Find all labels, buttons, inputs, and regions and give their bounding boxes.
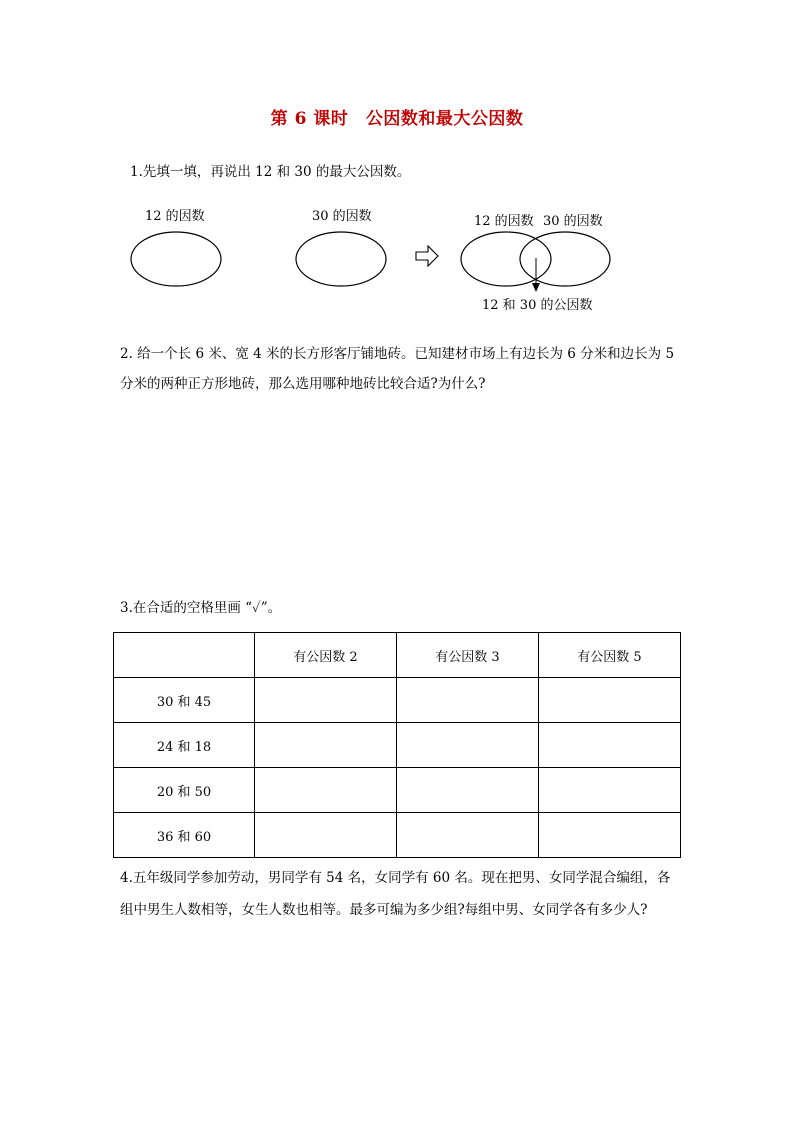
label-factors-of-12: 12 的因数 xyxy=(145,209,205,224)
table-row xyxy=(114,813,681,858)
venn-ellipse-30 xyxy=(520,232,610,286)
venn-label-30: 30 的因数 xyxy=(543,214,603,229)
ellipse-factors-12 xyxy=(131,232,221,286)
answer-cell[interactable] xyxy=(539,678,681,723)
header-cell-factor-5: 有公因数 5 xyxy=(539,633,681,678)
question-2-line-1: 2. 给一个长 6 米、宽 4 米的长方形客厅铺地砖。已知建材市场上有边长为 6 分米和边长为 5 xyxy=(120,346,675,362)
label-factors-of-30: 30 的因数 xyxy=(312,209,372,224)
row-label: 36 和 60 xyxy=(114,813,255,858)
header-cell-factor-2: 有公因数 2 xyxy=(255,633,397,678)
question-2-line-2: 分米的两种正方形地砖，那么选用哪种地砖比较合适?为什么? xyxy=(120,376,486,392)
answer-cell[interactable] xyxy=(255,678,397,723)
pointer-arrowhead xyxy=(532,283,540,292)
answer-cell[interactable] xyxy=(255,723,397,768)
row-label: 20 和 50 xyxy=(114,768,255,813)
answer-cell[interactable] xyxy=(255,813,397,858)
header-cell-empty xyxy=(114,633,255,678)
question-4-line-2: 组中男生人数相等，女生人数也相等。最多可编为多少组?每组中男、女同学各有多少人? xyxy=(120,902,648,918)
table-row xyxy=(114,768,681,813)
question-3-prompt: 3.在合适的空格里画 “✓”。 xyxy=(120,600,282,616)
ellipse-factors-30 xyxy=(296,232,386,286)
header-cell-factor-3: 有公因数 3 xyxy=(397,633,539,678)
right-arrow-icon xyxy=(416,246,438,266)
venn-label-common: 12 和 30 的公因数 xyxy=(482,298,593,313)
checkmark-table xyxy=(113,632,681,858)
row-label: 30 和 45 xyxy=(114,678,255,723)
table-header-row xyxy=(114,633,681,678)
answer-cell[interactable] xyxy=(539,723,681,768)
page-title: 第 6 课时 公因数和最大公因数 xyxy=(270,109,524,129)
answer-cell[interactable] xyxy=(397,813,539,858)
answer-cell[interactable] xyxy=(255,768,397,813)
table-row xyxy=(114,678,681,723)
answer-cell[interactable] xyxy=(397,723,539,768)
question-1-prompt: 1.先填一填，再说出 12 和 30 的最大公因数。 xyxy=(130,164,411,180)
venn-label-12: 12 的因数 xyxy=(474,214,534,229)
answer-cell[interactable] xyxy=(539,813,681,858)
question-4-line-1: 4.五年级同学参加劳动，男同学有 54 名，女同学有 60 名。现在把男、女同学混合编组，各 xyxy=(120,870,671,886)
venn-ellipse-12 xyxy=(461,232,551,286)
answer-cell[interactable] xyxy=(397,678,539,723)
answer-cell[interactable] xyxy=(539,768,681,813)
table-row xyxy=(114,723,681,768)
row-label: 24 和 18 xyxy=(114,723,255,768)
answer-cell[interactable] xyxy=(397,768,539,813)
